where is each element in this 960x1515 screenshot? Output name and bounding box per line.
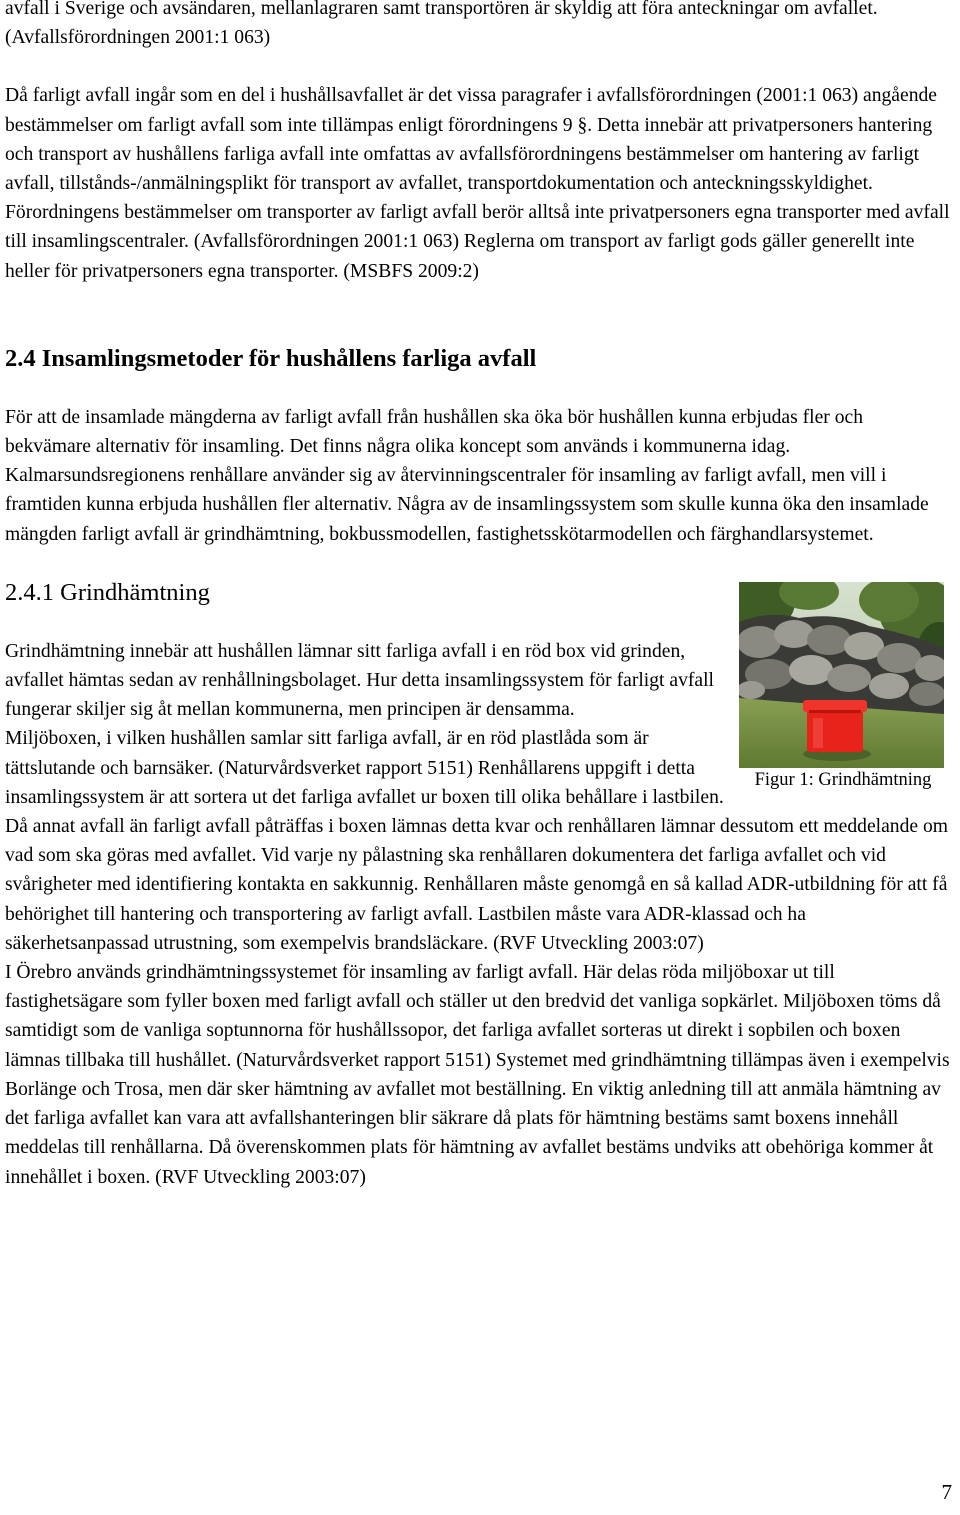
subsection-heading: 2.4.1 Grindhämtning [5, 578, 210, 606]
paragraph-continuation: avfall i Sverige och avsändaren, mellanlagraren samt transportören är skyldig att föra anteckningar om avfallet. (Avfallsförordningen 2001:1 063) [5, 0, 878, 49]
photo-stone-wall-red-box [739, 582, 944, 768]
figure-grindhamtning [739, 578, 947, 792]
page-number: 7 [941, 1480, 952, 1504]
figure-caption: Figur 1: Grindhämtning [754, 769, 932, 790]
paragraph-collection-methods: För att de insamlade mängderna av farligt avfall från hushållen ska öka bör hushållen kunna erbjudas fler och bekvämare alternativ för insamling. Det finns några olika koncept som används i kommunerna idag. Kalmarsundsregionens renhållare använder sig av återvinningscentraler för insamling av farligt avfall, men vill i framtiden kunna erbjuda hushållen fler alternativ. Några av de insamlingssystem som skulle kunna öka den insamlade mängden farligt avfall är grindhämtning, bokbussmodellen, fastighetsskötarmodellen och färghandlarsystemet. [5, 406, 929, 545]
section-heading: 2.4 Insamlingsmetoder för hushållens farliga avfall [5, 344, 537, 372]
text-flow [5, 0, 953, 1192]
paragraph-orebro: I Örebro används grindhämtningssystemet för insamling av farligt avfall. Här delas röda miljöboxar ut till fastighetsägare som fyller boxen med farligt avfall och ställer ut den bredvid det vanliga sopkärlet. Miljöboxen töms då samtidigt som de vanliga soptunnorna för hushållssopor, det farliga avfallet sorteras ut direkt i sopbilen och boxen lämnas tillbaka till hushållet. (Naturvårdsverket rapport 5151) Systemet med grindhämtning tillämpas även i exempelvis Borlänge och Trosa, men där sker hämtning av avfallet mot beställning. En viktig anledning till att anmäla hämtning av det farliga avfallet kan vara att avfallshanteringen blir säkrare då plats för hämtning bestäms samt boxens innehåll meddelas till renhållarna. Då överenskommen plats för hämtning av avfallet bestäms undviks att obehöriga kommer åt innehållet i boxen. (RVF Utveckling 2003:07) [5, 962, 950, 1188]
figure-photo [739, 582, 944, 768]
paragraph-grindhamtning-intro: Grindhämtning innebär att hushållen lämnar sitt farliga avfall i en röd box vid grinden, avfallet hämtas sedan av renhållningsbolaget. Hur detta insamlingssystem för farligt avfall fungerar skiljer sig åt mellan kommunerna, men principen är densamma. [5, 640, 714, 721]
paragraph-household-exemption: Då farligt avfall ingår som en del i hushållsavfallet är det vissa paragrafer i avfallsförordningen (2001:1 063) angående bestämmelser om farligt avfall som inte tillämpas enligt förordningens 9 §. Detta innebär att privatpersoners hantering och transport av hushållens farliga avfall inte omfattas av avfallsförordningens bestämmelser om hantering av farligt avfall, tillstånds-/anmälningsplikt för transport av avfallet, transportdokumentation och anteckningsskyldighet. Förordningens bestämmelser om transporter av farligt avfall berör alltså inte privatpersoners egna transporter med avfall till insamlingscentraler. (Avfallsförordningen 2001:1 063) Reglerna om transport av farligt gods gäller generellt inte heller för privatpersoners egna transporter. (MSBFS 2009:2) [5, 85, 950, 282]
paragraph-miljoboxen: Miljöboxen, i vilken hushållen samlar sitt farliga avfall, är en röd plastlåda som är tättslutande och barnsäker. (Naturvårdsverket rapport 5151) Renhållarens uppgift i detta insamlingssystem är att sortera ut det farliga avfallet ur boxen till olika behållare i lastbilen. Då annat avfall än farligt avfall påträffas i boxen lämnas detta kvar och renhållaren lämnar dessutom ett meddelande om vad som ska göras med avfallet. Vid varje ny pålastning ska renhållaren dokumentera det farliga avfallet och vid svårigheter med identifiering kontakta en sakkunnig. Renhållaren måste genomgå en så kallad ADR-utbildning för att få behörighet till hantering och transportering av farligt avfall. Lastbilen måste vara ADR-klassad och ha säkerhetsanpassad utrustning, som exempelvis brandsläckare. (RVF Utveckling 2003:07) [5, 728, 949, 954]
